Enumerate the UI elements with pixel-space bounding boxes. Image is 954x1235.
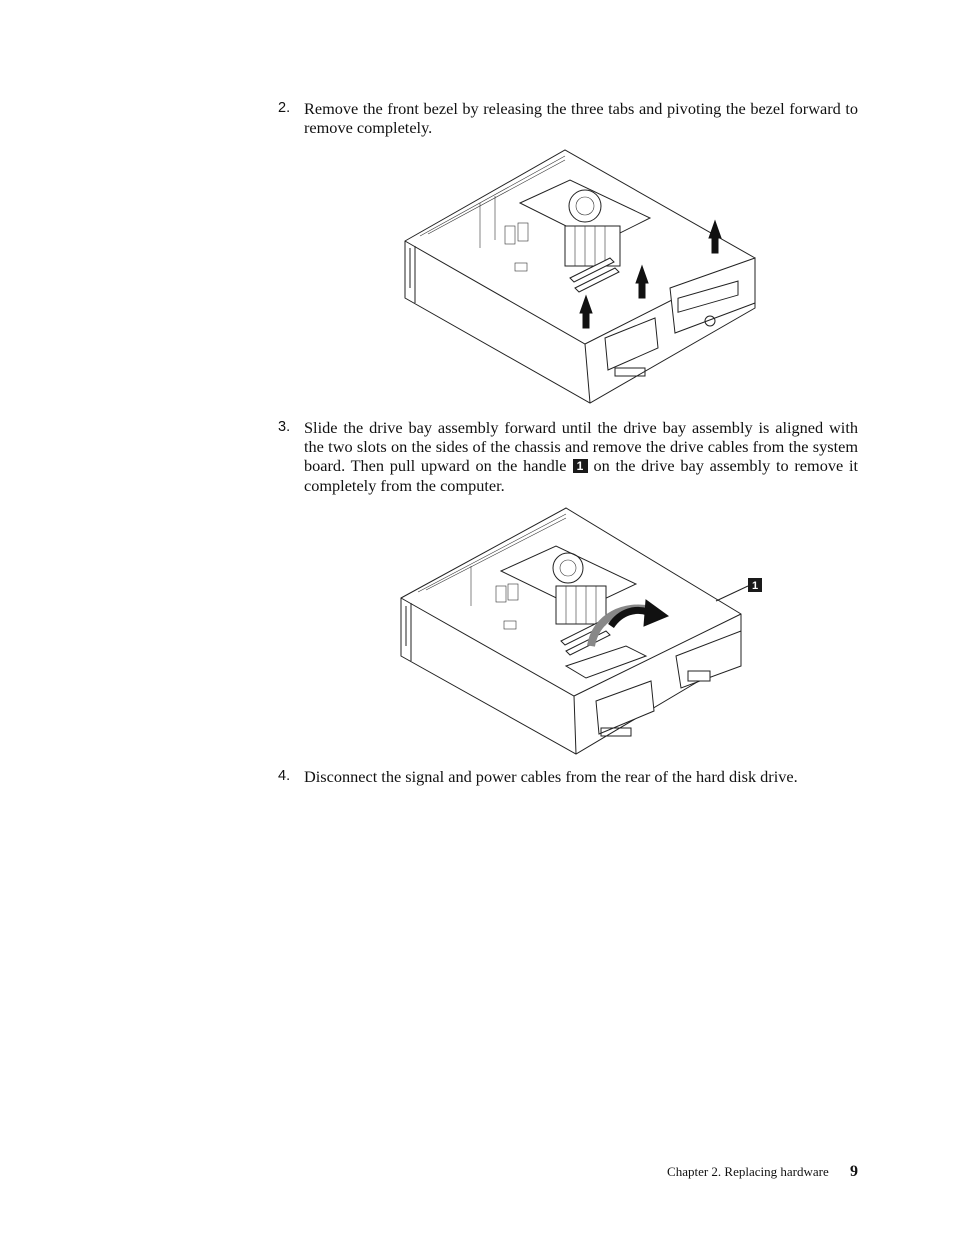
callout-badge: 1	[573, 459, 588, 473]
page-number: 9	[850, 1163, 858, 1180]
figure-callout-label: 1	[751, 580, 759, 592]
step-text-after: on the drive bay assembly to remove it completely from the computer.	[304, 456, 859, 495]
step-text-before: Slide the drive bay assembly forward until the drive bay assembly is aligned with the two slots on the sides of the chassis and remove the drive cables from the system board. Then pull upward on the handle	[304, 418, 858, 476]
step-number: 2.	[278, 100, 291, 116]
step-text: Disconnect the signal and power cables from the rear of the hard disk drive.	[304, 767, 798, 786]
figure-remove-bezel	[400, 148, 760, 411]
chapter-title: Chapter 2. Replacing hardware	[667, 1164, 829, 1179]
step-number: 4.	[278, 768, 291, 784]
step-4	[278, 767, 858, 786]
step-text	[304, 418, 858, 495]
step-text: Remove the front bezel by releasing the three tabs and pivoting the bezel forward to remove completely.	[304, 99, 858, 138]
step-3	[278, 418, 858, 495]
page-footer	[667, 1163, 858, 1181]
step-number: 3.	[278, 419, 291, 435]
figure-remove-drive-bay	[396, 506, 771, 761]
step-2	[278, 99, 858, 137]
